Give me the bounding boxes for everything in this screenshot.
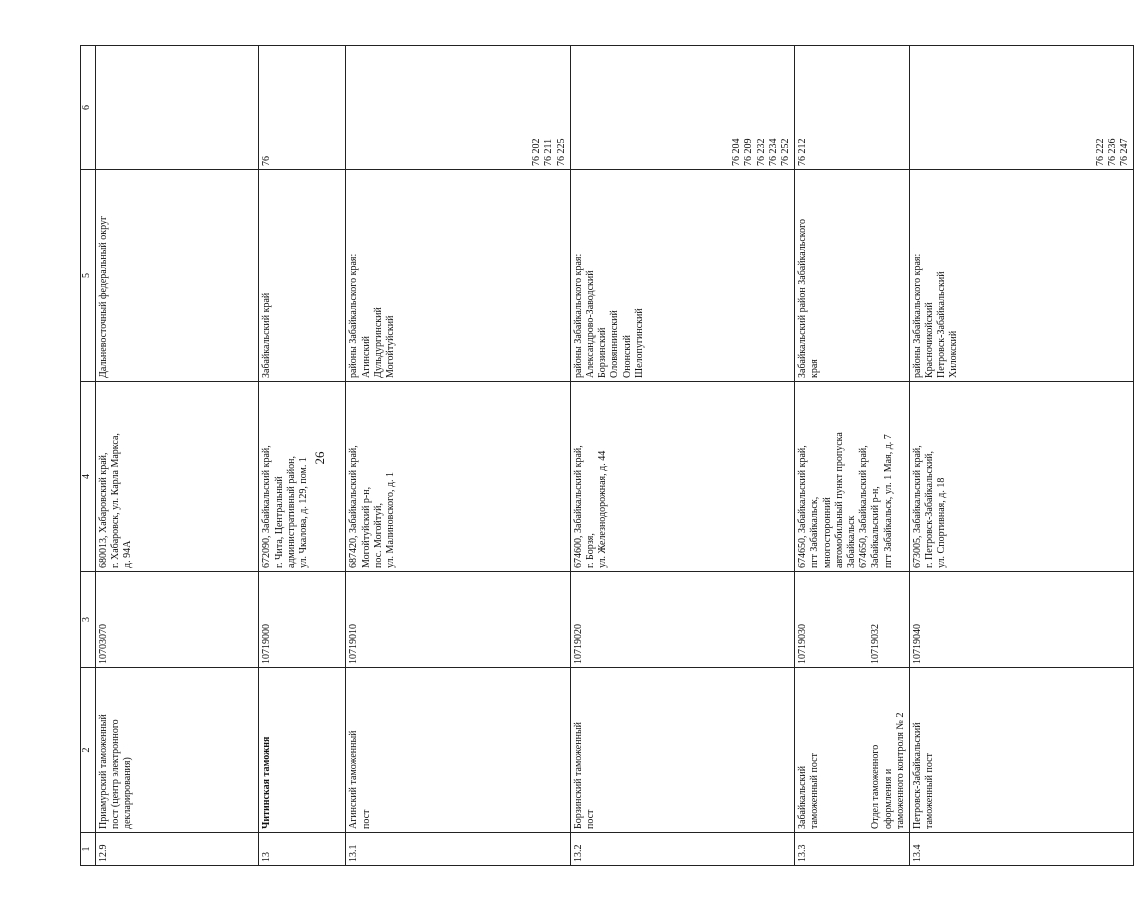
customs-office-cell [909,668,1133,833]
cell-line [409,49,421,166]
cell-line [348,49,360,166]
cell-line: пост (центр электронного [110,719,122,829]
cell-line [98,49,110,166]
cell-line [846,671,858,829]
page-number: 26 [312,451,327,465]
table-row [795,46,910,866]
cell-line [171,49,183,166]
address-cell [259,382,346,572]
cell-line: 674650, Забайкальский край, [858,445,870,568]
cell-line: г. Хабаровск, ул. Карла Маркса, [110,433,122,568]
cell-line: 10719030 [797,624,809,664]
cell-line [858,575,870,664]
cell-line [1022,49,1034,166]
cell-line: 76 209 [743,138,755,166]
cell-line: пост [360,809,372,829]
cell-line [961,49,973,166]
cell-line: таможенного контроля № 2 [894,712,906,829]
oktmo-code-cell [259,46,346,170]
cell-line: районы Забайкальского края: [911,253,923,378]
cell-line [1083,49,1095,166]
cell-line: 76 222 [1094,138,1106,166]
cell-line: ул. Железнодорожная, д. 44 [597,450,609,568]
cell-line [446,49,458,166]
region-cell [909,170,1133,382]
oktmo-code-cell [96,46,259,170]
office-code-cell [909,572,1133,668]
cell-line: 10719040 [911,624,923,664]
cell-line: 674600, Забайкальский край, [572,445,584,568]
customs-office-cell [96,668,259,833]
cell-line [1034,49,1046,166]
cell-line: пос. Могойтуй, [372,503,384,568]
column-header: 2 [81,668,96,833]
cell-line [846,575,858,664]
cell-line: 674650, Забайкальский край, [797,445,809,568]
cell-line: Агинский таможенный [348,730,360,829]
cell-line: 680013, Хабаровский край, [98,452,109,568]
table-row [259,46,346,866]
cell-line: Забайкальский район Забайкальского [797,218,809,378]
cell-line [622,49,634,166]
office-code-cell [346,572,570,668]
cell-line [695,49,707,166]
cell-line: 76 236 [1106,138,1118,166]
cell-line: 10719032 [870,624,882,664]
cell-line: Борзинский [597,327,609,378]
column-header: 6 [81,46,96,170]
cell-line: многосторонний [821,497,833,568]
office-code-cell [96,572,259,668]
row-number-cell: 13 [259,833,346,866]
cell-line [634,49,646,166]
cell-line [912,49,924,166]
cell-line: районы Забайкальского края: [572,253,584,378]
cell-line [122,49,134,166]
customs-table [80,45,1134,866]
cell-line: Александрово-Заводский [585,270,596,378]
cell-line: Отдел таможенного [870,744,882,829]
cell-line: ул. Чкалова, д. 129, пом. 1 [298,457,309,568]
cell-line: 76 211 [543,138,555,166]
cell-line [208,49,220,166]
cell-line: 673005, Забайкальский край, [911,445,923,568]
cell-line: Красночикойский [924,302,936,378]
row-number-cell: 13.4 [909,833,1133,866]
cell-line [183,49,195,166]
cell-line: 76 234 [767,138,779,166]
cell-line: Ононский [621,335,633,378]
table-row [570,46,794,866]
cell-line: Забайкальский край [261,292,273,378]
cell-line [232,49,244,166]
cell-line: Дульдургинский [372,307,384,378]
table-row [96,46,259,866]
oktmo-code-cell [346,46,570,170]
cell-line [834,575,846,664]
table-row [346,46,570,866]
region-cell [346,170,570,382]
cell-line [683,49,695,166]
cell-line [719,49,731,166]
cell-line [135,49,147,166]
cell-line: Забайкальский [797,765,809,829]
cell-line [110,49,122,166]
cell-line: Агинский [360,335,372,378]
cell-line [646,49,658,166]
address-cell [346,382,570,572]
region-cell [795,170,910,382]
cell-line [397,49,409,166]
cell-line: ул. Спортивная, д. 18 [936,477,948,568]
cell-line [1070,49,1082,166]
cell-line: 76 252 [780,138,791,166]
region-cell [96,170,259,382]
cell-line [434,49,446,166]
oktmo-code-cell [909,46,1133,170]
cell-line: 76 232 [755,138,767,166]
cell-line: Хилокский [948,330,960,378]
cell-line [670,49,682,166]
row-number-cell: 12.9 [96,833,259,866]
cell-line: 76 202 [531,138,543,166]
customs-office-cell [795,668,910,833]
cell-line: Борзинский таможенный [572,721,584,829]
cell-line: районы Забайкальского края: [348,253,360,378]
cell-line [483,49,495,166]
cell-line [924,49,936,166]
cell-line [707,49,719,166]
cell-line: Могойтуйский [385,315,396,378]
cell-line [973,49,985,166]
address-cell [909,382,1133,572]
cell-line: пгт Забайкальск, ул. 1 Мая, д. 7 [882,434,894,568]
cell-line: г. Чита, Центральный [273,476,285,568]
cell-line: 10703070 [98,624,109,664]
cell-line [507,49,519,166]
cell-line: 76 225 [555,138,567,166]
cell-line [609,49,621,166]
cell-line: 687420, Забайкальский край, [348,445,360,568]
address-cell [795,382,910,572]
rotated-table-wrapper [80,46,1131,866]
cell-line: пгт Забайкальск, [809,496,821,568]
cell-line [196,49,208,166]
cell-line [495,49,507,166]
office-code-cell [795,572,910,668]
cell-line [822,671,834,829]
cell-line [573,49,585,166]
cell-line [834,671,846,829]
region-cell [570,170,794,382]
cell-line: г. Петровск-Забайкальский, [924,450,936,568]
cell-line [822,575,834,664]
cell-line: Петровск-Забайкальский [911,722,923,829]
cell-line: административный район, [285,455,297,568]
row-number-cell: 13.2 [570,833,794,866]
cell-line: оформления и [882,768,894,829]
cell-line [519,49,531,166]
cell-line: г. Борзя, [585,533,596,568]
cell-line: декларирования) [122,757,134,829]
column-header: 5 [81,170,96,382]
cell-line [373,49,385,166]
cell-line: 76 [261,156,273,166]
cell-line: 10719020 [572,624,584,664]
cell-line: Могойтуйский р-н, [360,486,372,568]
customs-office-cell [346,668,570,833]
row-number-cell: 13.3 [795,833,910,866]
cell-line: 672090, Забайкальский край, [261,445,273,568]
table-header-row [81,46,96,866]
cell-line [936,49,948,166]
cell-line: таможенный пост [924,753,936,829]
cell-line: 76 247 [1119,138,1131,166]
cell-line: Шелопугинский [633,308,645,378]
column-header: 3 [81,572,96,668]
column-header: 4 [81,382,96,572]
cell-line [809,575,821,664]
cell-line [948,49,960,166]
cell-line: 10719000 [261,624,273,664]
cell-line: 76 204 [731,138,743,166]
oktmo-code-cell [795,46,910,170]
address-cell [570,382,794,572]
cell-line [597,49,609,166]
cell-line: Читинская таможня [261,736,273,829]
row-number-cell: 13.1 [346,833,570,866]
cell-line: пост [585,809,596,829]
cell-line [458,49,470,166]
cell-line [422,49,434,166]
cell-line [470,49,482,166]
cell-line: 76 212 [797,138,809,166]
cell-line [1058,49,1070,166]
office-code-cell [259,572,346,668]
cell-line [159,49,171,166]
cell-line [244,49,256,166]
cell-line [985,49,997,166]
cell-line [585,49,597,166]
cell-line [147,49,159,166]
cell-line: Забайкальск [845,515,857,568]
office-code-cell [570,572,794,668]
region-cell [259,170,346,382]
cell-line [658,49,670,166]
cell-line [1046,49,1058,166]
cell-line [220,49,232,166]
cell-line [361,49,373,166]
cell-line: 10719010 [348,624,360,664]
oktmo-code-cell [570,46,794,170]
cell-line: Забайкальский р-н, [870,486,882,568]
address-cell [96,382,259,572]
column-header: 1 [81,833,96,866]
cell-line: Приамурский таможенный [98,714,109,829]
cell-line: таможенный пост [809,753,821,829]
cell-line [997,49,1009,166]
cell-line [858,671,870,829]
cell-line: Петровск-Забайкальский [936,271,948,378]
cell-line [1009,49,1021,166]
cell-line: ул. Малиновского, д. 1 [385,471,396,568]
customs-office-cell [259,668,346,833]
table-row [909,46,1133,866]
cell-line: Дальневосточный федеральный округ [98,215,109,378]
cell-line: Оловяннинский [609,310,621,378]
cell-line: края [809,359,821,378]
customs-office-cell [570,668,794,833]
cell-line: д. 94А [122,540,134,568]
cell-line: автомобильный пункт пропуска [833,432,845,568]
cell-line [385,49,397,166]
